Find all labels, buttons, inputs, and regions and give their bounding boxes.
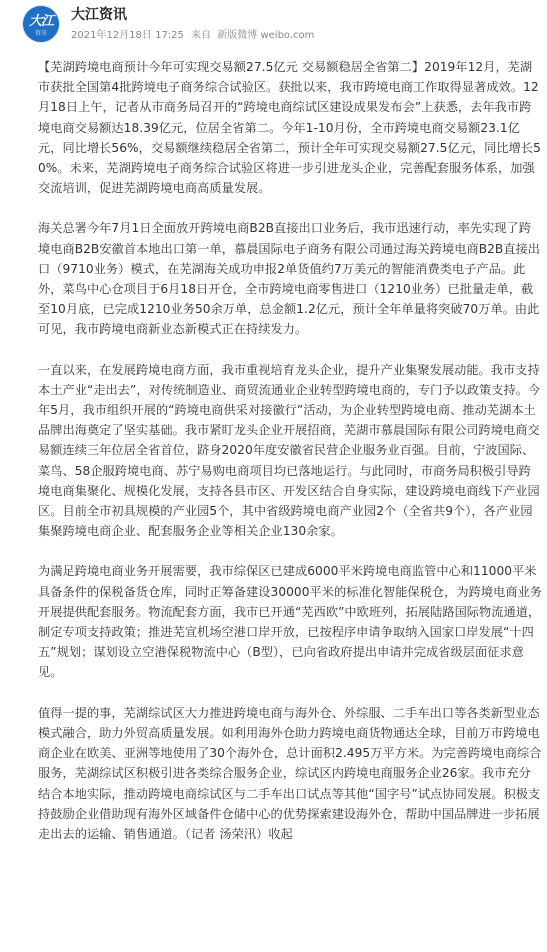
post-paragraph-1: 【芜湖跨境电商预计今年可实现交易额27.5亿元 交易额稳居全省第二】2019年12月，芜湖市获批全国第4批跨境电子商务综合试验区。获批以来，我市跨境电商工作取得显著成效。12月18日上午，记者从市商务局召开的“跨境电商综试区建设成果发布会”上获悉，去年我市跨境电商交易额达18.39亿元，位居全省第二。今年1-10月份，全市跨境电商交易额23.1亿元，同比增长56%，交易额继续稳居全省第二，预计全年可实现交易额27.5亿元，同比增长50%。未来，芜湖跨境电子商务综合试验区将进一步引进龙头企业，完善配套服务体系，加强交流培训，促进芜湖跨境电商高质量发展。 (38, 60, 541, 196)
avatar[interactable] (22, 5, 60, 43)
user-name[interactable]: 大江资讯 (71, 7, 127, 23)
post-meta (71, 29, 318, 43)
post-paragraph-4: 为满足跨境电商业务开展需要，我市综保区已建成6000平米跨境电商监管中心和11000平米具备条件的保税备货仓库，同时正筹备建设30000平米的标准化智能保税仓，为跨境电商业务开展提供配套服务。物流配套方面，我市已开通“芜西欧”中欧班列，拓展陆路国际物流通道，制定专项支持政策；推进芜宣机场空港口岸开放，已按程序申请争取纳入国家口岸发展“十四五”规划；谋划设立空港保税物流中心（B型），已向省政府提出申请并完成省级层面征求意见。 (38, 564, 543, 680)
post-paragraph-5: 值得一提的事，芜湖综试区大力推进跨境电商与海外仓、外综服、二手车出口等各类新型业态模式融合，助力外贸高质量发展。如利用海外仓助力跨境电商货物通达全球，目前万市跨境电商企业在欧美、亚洲等地使用了30个海外仓，总计面积2.495万平方米。为完善跨境电商综合服务，芜湖综试区积极引进各类综合服务企业，综试区内跨境电商服务企业26家。我市充分结合本地实际，推动跨境电商综试区与二手车出口试点等其他“国字号”试点协同发展。积极支持鼓励企业借助现有海外区域备件仓储中心的优势探索建设海外仓，帮助中国品牌进一步拓展走出去的运输、销售通道。（记者 汤荣汛）收起 (38, 705, 542, 841)
avatar-logo-text: 大江 (28, 14, 53, 29)
post-via-label: 来自 (191, 30, 212, 41)
post-paragraph-2: 海关总署今年7月1日全面放开跨境电商B2B直接出口业务后，我市迅速行动，率先实现了跨境电商B2B安徽首本地出口第一单，慕晨国际电子商务有限公司通过海关跨境电商B2B直接出口（9710业务）模式，在芜湖海关成功申报2单货值约7万美元的智能消费类电子产品。此外，菜鸟中心仓项目于6月18日开仓，全市跨境电商零售进口（1210业务）已批量走单，截至10月底，已完成1210业务50余万单，总金额1.2亿元，预计全年单量将突破70万单。由此可见，我市跨境电商新业态新模式正在持续发力。 (38, 221, 541, 337)
post-header (14, 0, 533, 56)
post-paragraph-3: 一直以来，在发展跨境电商方面，我市重视培育龙头企业，提升产业集聚发展动能。我市支持本土产业“走出去”，对传统制造业、商贸流通业企业转型跨境电商的，专门予以政策支持。今年5月，我市组织开展的“跨境电商供采对接徽行”活动，为企业转型跨境电商、推动芜湖本土品牌出海奠定了坚实基础。我市紧盯龙头企业开展招商，芜湖市慕晨国际有限公司跨境电商交易额连续三年位居全省首位，跻身2020年度安徽省民营企业服务业百强。目前，宁波国际、菜鸟、58企服跨境电商、苏宁易购电商项目均已落地运行。与此同时，市商务局积极引导跨境电商集聚化、规模化发展，支持各县市区、开发区结合自身实际，建设跨境电商线下产业园区。目前全市初具规模的产业园5个，其中省级跨境电商产业园2个（全省共9个），各产业园集聚跨境电商企业、配套服务企业等相关企业130余家。 (38, 362, 541, 539)
avatar-logo-subtext: 资讯 (34, 30, 47, 37)
post-source[interactable]: 新版微博 weibo.com (217, 30, 315, 41)
post-timestamp[interactable]: 2021年12月18日 17:25 (71, 30, 184, 41)
post-content (38, 57, 543, 844)
